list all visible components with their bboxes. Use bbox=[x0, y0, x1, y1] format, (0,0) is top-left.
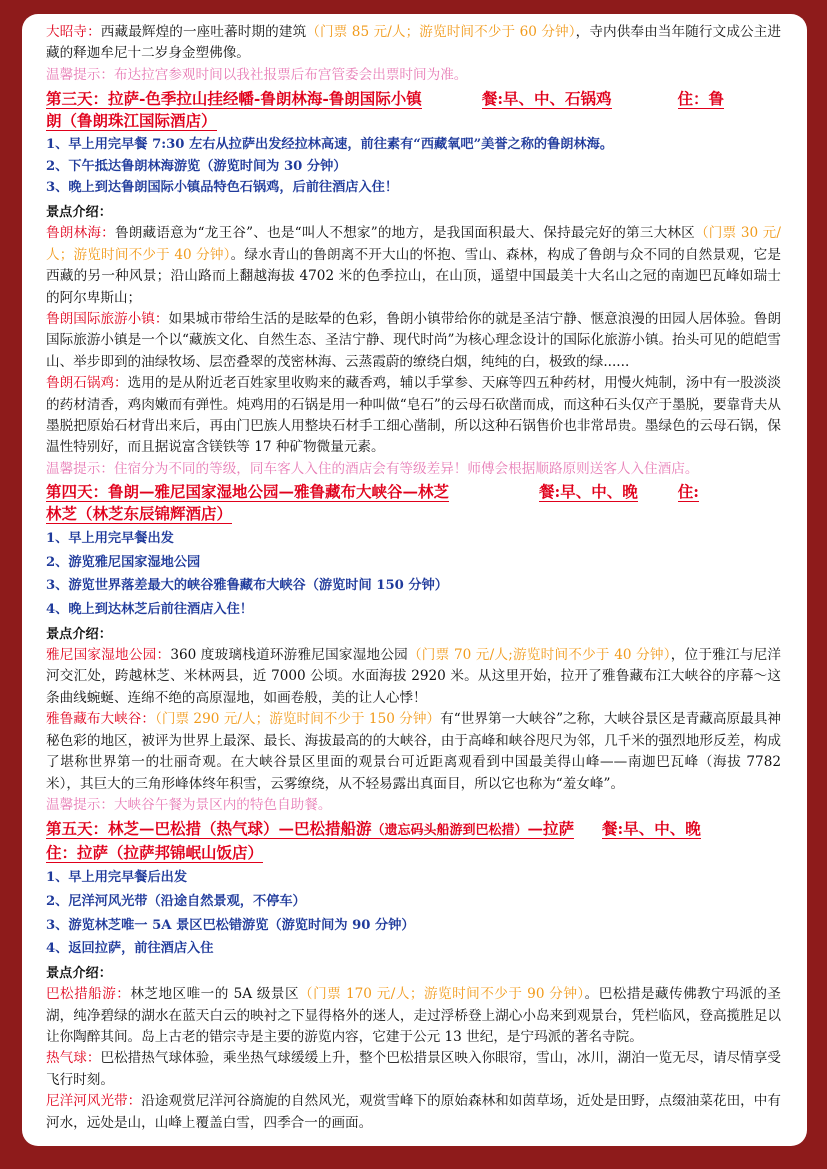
yani-name: 雅尼国家湿地公园： bbox=[46, 647, 171, 664]
linhai-text2: 。绿水青山的鲁朗离不开大山的怀抱、雪山、森林，构成了鲁朗与众不同的自然景观，它是西藏的另一种风景；沿山路而上翻越海拔 4702 米的色季拉山，在山顶，遥望中国最美十大名山之冠的南迦巴瓦峰如瑞士的阿尔卑斯山； bbox=[46, 246, 781, 306]
itinerary-content bbox=[46, 22, 781, 1134]
dazhao-text1: 西藏最辉煌的一座吐蕃时期的建筑 bbox=[100, 24, 307, 40]
linhai-name: 鲁朗林海： bbox=[46, 225, 115, 242]
balloon-text: 巴松措热气球体验，乘坐热气球缓缓上升，整个巴松措景区映入你眼帘，雪山，冰川，湖泊一览无尽，请尽情享受飞行时刻。 bbox=[46, 1050, 782, 1088]
yani-text2: ，位于雅江与尼洋河交汇处，跨越林芝、米林两县，近 7000 公顷。水面海拔 2920 米。从这里开始，拉开了雅鲁藏布江大峡谷的序幕～这条曲线蜿蜒、连绵不绝的高原湿地，如画卷般，美的让人心悸！ bbox=[46, 647, 781, 706]
day4-tip: 温馨提示：大峡谷午餐为景区内的特色自助餐。 bbox=[46, 796, 332, 813]
day3-intro-label: 景点介绍： bbox=[46, 205, 112, 220]
basong-paragraph bbox=[46, 984, 781, 1048]
day3-stay: 朗（鲁朗珠江国际酒店） bbox=[46, 111, 217, 131]
day5-meal: 餐:早、中、晚 bbox=[602, 819, 701, 839]
pot-paragraph bbox=[46, 373, 781, 459]
river-text: 沿途观赏尼洋河谷旖旎的自然风光，观赏雪峰下的原始森林和如茵草场，近处是田野，点缀油菜花田，中有河水，远处是山，山峰上覆盖白雪，四季合一的画面。 bbox=[46, 1093, 781, 1131]
yani-text1: 360 度玻璃栈道环游雅尼国家湿地公园 bbox=[170, 647, 408, 664]
day5-title-c: —拉萨 bbox=[527, 819, 575, 839]
day3-stay-label: 住：鲁 bbox=[677, 89, 725, 109]
dazhao-name: 大昭寺： bbox=[46, 24, 101, 40]
dazhao-paragraph bbox=[46, 22, 781, 65]
day4-item: 4、晚上到达林芝后前往酒店入住！ bbox=[46, 602, 253, 618]
balloon-name: 热气球： bbox=[46, 1050, 101, 1067]
day4-item: 3、游览世界落差最大的峡谷雅鲁藏布大峡谷（游览时间 150 分钟） bbox=[46, 578, 448, 594]
basong-ticket: （门票 170 元/人；游览时间不少于 90 分钟） bbox=[299, 986, 585, 1003]
day5-item: 2、尼洋河风光带（沿途自然景观，不停车） bbox=[46, 893, 306, 909]
town-text: 如果城市带给生活的是眩晕的色彩，鲁朗小镇带给你的就是圣洁宁静、惬意浪漫的田园人居体验。鲁朗国际旅游小镇是一个以“藏族文化、自然生态、圣洁宁静、现代时尚”为核心理念设计的国际化旅游小镇。抬头可见的皑皑雪山、举步即到的油绿牧场、层峦叠翠的茂密林海、云蒸霞蔚的缭绕白烟，纯纯的白，极致的绿...... bbox=[46, 311, 782, 370]
day5-intro-label: 景点介绍： bbox=[46, 965, 112, 981]
river-name: 尼洋河风光带： bbox=[46, 1093, 142, 1110]
day4-title: 第四天：鲁朗—雅尼国家湿地公园—雅鲁藏布大峡谷—林芝 bbox=[46, 482, 450, 502]
yani-ticket: （门票 70 元/人;游览时间不少于 40 分钟） bbox=[407, 647, 671, 664]
day5-title-b: （遗忘码头船游到巴松措） bbox=[371, 823, 528, 839]
day5-stay: 住：拉萨（拉萨邦锦岷山饭店） bbox=[46, 843, 264, 863]
canyon-text: 有“世界第一大峡谷”之称，大峡谷景区是青藏高原最具神秘色彩的地区，被评为世界上最深、最长、海拔最高的的大峡谷，由于高峰和峡谷咫尺为邻，几千米的强烈地形反差，构成了堪称世界第一的壮丽奇观。在大峡谷景区里面的观景台可近距离观看到中国最美得山峰——南迦巴瓦峰（海拔 7782 米），其巨大的三角形峰体终年积雪，云雾缭绕，从不轻易露出真面目，所以它也称为“羞女峰”。 bbox=[46, 711, 781, 792]
canyon-name: 雅鲁藏布大峡谷： bbox=[46, 711, 155, 728]
pot-name: 鲁朗石锅鸡： bbox=[46, 375, 128, 392]
canyon-paragraph bbox=[46, 709, 781, 795]
day4-item: 1、早上用完早餐出发 bbox=[46, 531, 174, 547]
town-name: 鲁朗国际旅游小镇： bbox=[46, 311, 169, 328]
day3-meal: 餐:早、中、石锅鸡 bbox=[481, 89, 612, 109]
canyon-ticket: （门票 290 元/人；游览时间不少于 150 分钟） bbox=[155, 711, 441, 728]
day3-item: 1、早上用完早餐 7:30 左右从拉萨出发经拉林高速，前往素有“西藏氧吧”美誉之称的鲁朗林海。 bbox=[46, 137, 614, 153]
basong-name: 巴松措船游： bbox=[46, 986, 131, 1003]
day3-item: 2、下午抵达鲁朗林海游览（游览时间为 30 分钟） bbox=[46, 158, 347, 174]
day5-title-a: 第五天：林芝—巴松措（热气球）—巴松措船游 bbox=[46, 819, 372, 839]
pot-text: 选用的是从附近老百姓家里收购来的藏香鸡，辅以手掌参、天麻等四五种药材，用慢火炖制，汤中有一股淡淡的药材清香，鸡肉嫩而有弹性。炖鸡用的石锅是用一种叫做“皂石”的云母石砍凿而成，而这种石头仅产于墨脱，要靠背夫从墨脱把原始石材背出来后，再由门巴族人用整块石材手工细心凿制，所以这种石锅售价也非常昂贵。墨绿色的云母石锅，保温性特别好，而且据说富含镁铁等 17 种矿物微量元素。 bbox=[46, 375, 781, 456]
day4-meal: 餐:早、中、晚 bbox=[539, 482, 638, 502]
day4-intro-label: 景点介绍： bbox=[46, 626, 112, 642]
river-paragraph bbox=[46, 1091, 781, 1134]
basong-text1: 林芝地区唯一的 5A 级景区 bbox=[130, 986, 300, 1003]
day3-heading bbox=[46, 88, 781, 132]
day5-item: 3、游览林芝唯一 5A 景区巴松错游览（游览时间为 90 分钟） bbox=[46, 917, 415, 933]
day4-item: 2、游览雅尼国家湿地公园 bbox=[46, 554, 201, 570]
day4-stay-label: 住: bbox=[677, 482, 699, 502]
tip-potala: 温馨提示：布达拉宫参观时间以我社报票后布宫管委会出票时间为准。 bbox=[46, 66, 468, 83]
linhai-paragraph bbox=[46, 223, 781, 309]
day5-item: 4、返回拉萨，前往酒店入住 bbox=[46, 941, 214, 957]
linhai-ticket: （门票 30 元/人；游览时间不少于 40 分钟） bbox=[46, 225, 782, 263]
balloon-paragraph bbox=[46, 1048, 781, 1091]
day4-heading bbox=[46, 481, 781, 525]
town-paragraph bbox=[46, 309, 781, 373]
linhai-text1: 鲁朗藏语意为“龙王谷”、也是“叫人不想家”的地方，是我国面积最大、保持最完好的第三大林区 bbox=[114, 225, 695, 242]
document-page bbox=[22, 14, 807, 1146]
basong-text2: 。巴松措是藏传佛教宁玛派的圣湖，纯净碧绿的湖水在蓝天白云的映衬之下显得格外的迷人，走过浮桥登上湖心小岛来到观景台，凭栏临风，登高揽胜足以让你陶醉其间。岛上古老的错宗寺是主要的游览内容，它建于公元 13 世纪，是宁玛派的著名寺院。 bbox=[46, 986, 782, 1045]
day5-heading bbox=[46, 818, 781, 864]
dazhao-text2: ，寺内供奉由当年随行文成公主进藏的释迦牟尼十二岁身金塑佛像。 bbox=[46, 24, 782, 62]
day5-title-wrap bbox=[46, 819, 574, 839]
day3-item: 3、晚上到达鲁朗国际小镇品特色石锅鸡，后前往酒店入住！ bbox=[46, 180, 399, 196]
dazhao-ticket: （门票 85 元/人；游览时间不少于 60 分钟） bbox=[306, 24, 576, 40]
yani-paragraph bbox=[46, 645, 781, 709]
day3-title: 第三天：拉萨-色季拉山挂经幡-鲁朗林海-鲁朗国际小镇 bbox=[46, 89, 422, 109]
day3-tip: 温馨提示：住宿分为不同的等级，同车客人入住的酒店会有等级差异！师傅会根据顺路原则送客人入住酒店。 bbox=[46, 460, 699, 477]
day4-stay: 林芝（林芝东辰锦辉酒店） bbox=[46, 504, 233, 524]
day5-item: 1、早上用完早餐后出发 bbox=[46, 870, 188, 886]
